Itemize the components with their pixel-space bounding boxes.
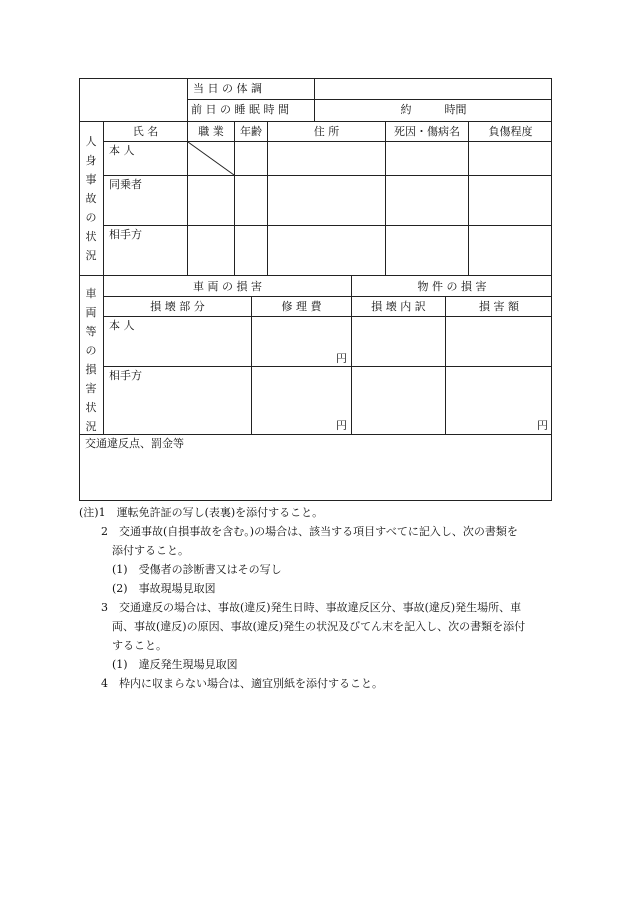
damage-section-label: 車両等の損害状況	[85, 287, 97, 433]
sleep-value: 約 時間	[400, 103, 467, 116]
note-3-cont-1: 両、事故(違反)の原因、事故(違反)発生の状況及びてん末を記入し、次の書類を添付	[112, 620, 526, 633]
note-3-item-1: (1) 違反発生現場見取図	[112, 658, 238, 671]
note-1: (注)1 運転免許証の写し(表裏)を添付すること。	[79, 506, 324, 519]
damage-row-other-party: 相手方	[109, 369, 142, 382]
yen-unit-self-repair: 円	[336, 352, 347, 365]
report-form	[79, 78, 552, 501]
injury-section-label: 人身事故の状況	[85, 135, 97, 262]
row-other-party: 相手方	[109, 228, 142, 241]
column-severity: 負傷程度	[488, 125, 533, 138]
condition-label: 当 日 の 体 調	[193, 82, 262, 95]
column-damage-amount: 損 害 額	[479, 300, 519, 313]
note-2-item-2: (2) 事故現場見取図	[112, 582, 216, 595]
yen-unit-other-amount: 円	[537, 419, 548, 432]
note-2: 2 交通事故(自損事故を含む。)の場合は、該当する項目すべてに記入し、次の書類を	[101, 525, 518, 538]
damage-row-self: 本 人	[109, 319, 135, 332]
column-occupation: 職 業	[198, 125, 224, 138]
column-address: 住 所	[313, 125, 340, 138]
violation-label: 交通違反点、罰金等	[85, 437, 184, 450]
note-2-item-1: (1) 受傷者の診断書又はその写し	[112, 563, 282, 576]
column-repair-cost: 修 理 費	[281, 300, 322, 313]
row-self: 本 人	[109, 144, 135, 157]
column-name: 氏 名	[132, 125, 159, 138]
row-passenger: 同乗者	[109, 178, 142, 191]
column-age: 年齢	[240, 125, 262, 138]
property-damage-header: 物 件 の 損 害	[417, 280, 487, 293]
note-4: 4 枠内に収まらない場合は、適宜別紙を添付すること。	[101, 677, 383, 690]
note-2-cont: 添付すること。	[112, 544, 189, 557]
note-3: 3 交通違反の場合は、事故(違反)発生日時、事故違反区分、事故(違反)発生場所、車	[101, 601, 522, 614]
sleep-label: 前 日 の 睡 眠 時 間	[191, 103, 289, 116]
note-3-cont-2: すること。	[112, 639, 167, 652]
yen-unit-other-repair: 円	[336, 419, 347, 432]
vehicle-damage-header: 車 両 の 損 害	[193, 280, 262, 293]
column-damaged-part: 損 壊 部 分	[150, 300, 205, 313]
column-damage-breakdown: 損 壊 内 訳	[371, 300, 426, 313]
column-cause: 死因・傷病名	[394, 125, 460, 138]
